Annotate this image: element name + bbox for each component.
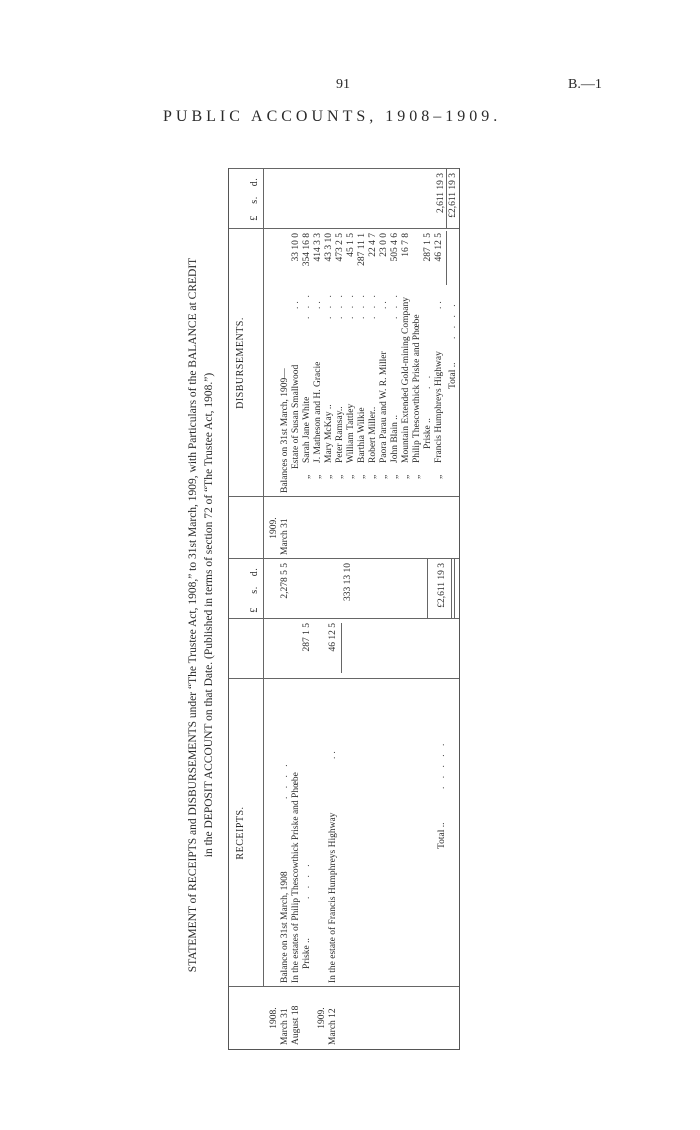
receipt-date: March 31	[280, 1008, 290, 1045]
disb-dots: . . .	[302, 292, 312, 319]
disb-dots: . . .	[368, 292, 378, 319]
disb-name: Barthia Wilkie	[357, 407, 367, 463]
statement-block	[183, 140, 473, 1090]
receipt-year: 1908.	[269, 1007, 279, 1029]
disb-dots: ..	[434, 298, 444, 309]
statement-heading-line-2: in the DEPOSIT ACCOUNT on that Date. (Published in terms of section 72 of “The Trustee Act, 1908.”)	[203, 372, 215, 858]
page-title: PUBLIC ACCOUNTS, 1908–1909.	[163, 108, 502, 125]
receipts-header: RECEIPTS.	[235, 806, 246, 860]
disb-dots: ..	[313, 298, 323, 309]
receipt-dots: . . . .	[302, 861, 312, 899]
page-number: 91	[336, 77, 350, 92]
disb-prefix: „	[357, 474, 367, 479]
disb-dots: ..	[379, 298, 389, 309]
receipt-total: 333 13 10	[343, 563, 353, 601]
disbursements-intro: Balances on 31st March, 1909—	[280, 368, 290, 493]
receipts-total-dots: . . . . .	[437, 740, 447, 789]
disb-prefix: „	[434, 474, 444, 479]
disb-name: Priske ..	[423, 418, 433, 449]
disb-name: Estate of Susan Smallwood	[291, 364, 301, 469]
disbursements-subtotal: 2,611 19 3	[436, 173, 446, 214]
disb-dots: . . .	[324, 292, 334, 319]
disb-name: Mountain Extended Gold-mining Company	[401, 297, 411, 463]
disb-amount: 287 1 5	[423, 233, 433, 262]
disb-prefix: „	[335, 474, 345, 479]
disb-amount: 43 3 10	[324, 233, 334, 262]
disbursements-shilling-header: s.	[249, 196, 260, 204]
receipts-total-value: £2,611 19 3	[437, 563, 447, 608]
disb-amount: 22 4 7	[368, 233, 378, 257]
disb-dots: . . .	[357, 292, 367, 319]
disbursements-pence-header: d.	[249, 177, 260, 187]
disb-prefix: „	[313, 474, 323, 479]
disb-name: Mary McKay ..	[324, 404, 334, 463]
disb-amount: 16 7 8	[401, 233, 411, 257]
disb-prefix: „	[346, 474, 356, 479]
disbursements-header: DISBURSEMENTS.	[235, 317, 246, 409]
disb-amount: 354 16 8	[302, 233, 312, 267]
receipt-dots: . . . .	[280, 761, 290, 799]
disb-name: John Blain ..	[390, 414, 400, 463]
disb-dots: . .	[423, 372, 433, 389]
receipts-total-label: Total ..	[437, 822, 447, 849]
receipt-text: In the estate of Francis Humphreys Highway	[328, 812, 338, 983]
statement-heading-line-1: STATEMENT of RECEIPTS and DISBURSEMENTS under “The Trustee Act, 1908,” to 31st March, 1909, with Particulars of the BALANCE at CREDIT	[187, 257, 199, 973]
disb-name: Francis Humphreys Highway	[434, 351, 444, 463]
disbursements-total-label: Total ..	[448, 362, 458, 389]
receipt-amount: 46 12 5	[328, 623, 338, 652]
disbursement-date: March 31	[280, 518, 290, 555]
disb-amount: 505 4 6	[390, 233, 400, 262]
disbursements-pound-header: £	[249, 215, 260, 221]
disb-prefix: „	[324, 474, 334, 479]
receipt-date: March 12	[328, 1008, 338, 1045]
disb-amount: 23 0 0	[379, 233, 389, 257]
disb-name: William Tattley	[346, 403, 356, 463]
disb-prefix: „	[401, 474, 411, 479]
receipt-text: In the estates of Philip Thescowthick Priske and Phœbe	[291, 772, 301, 983]
receipt-text: Balance on 31st March, 1908	[280, 871, 290, 983]
disb-name: Philip Thescowthick Priske and Phœbe	[412, 314, 422, 463]
disb-name: J. Matheson and H. Gracie	[313, 361, 323, 463]
disb-prefix: „	[379, 474, 389, 479]
disb-amount: 33 10 0	[291, 233, 301, 262]
receipts-shilling-header: s.	[249, 586, 260, 594]
disb-prefix: „	[412, 474, 422, 479]
disb-prefix: „	[390, 474, 400, 479]
receipt-text: Priske ..	[302, 938, 312, 969]
disb-name: Sarah Jane White	[302, 396, 312, 463]
disb-amount: 45 1 5	[346, 233, 356, 257]
disb-amount: 46 12 5	[434, 233, 444, 262]
disb-prefix: „	[302, 474, 312, 479]
disb-amount: 287 11 1	[357, 233, 367, 266]
series-code: B.—1	[568, 77, 602, 92]
disbursement-year: 1909.	[269, 517, 279, 539]
receipts-pence-header: d.	[249, 567, 260, 577]
disbursements-total-value: £2,611 19 3	[448, 173, 458, 218]
disb-dots: ..	[291, 298, 301, 309]
receipt-year: 1909.	[317, 1007, 327, 1029]
disb-dots: . . .	[390, 292, 400, 319]
disb-amount: 473 2 5	[335, 233, 345, 262]
receipts-pound-header: £	[249, 607, 260, 613]
disb-prefix: „	[368, 474, 378, 479]
receipt-total: 2,278 5 5	[280, 563, 290, 599]
disb-dots: . . .	[335, 292, 345, 319]
disb-amount: 414 3 3	[313, 233, 323, 262]
receipt-date: August 18	[291, 1005, 301, 1045]
disb-dots: . . .	[346, 292, 356, 319]
disb-name: Paora Parau and W. R. Miller	[379, 351, 389, 463]
disb-name: Peter Ramsay..	[335, 406, 345, 463]
accounts-table	[228, 168, 460, 1050]
receipt-amount: 287 1 5	[302, 623, 312, 652]
receipt-dots: ..	[328, 748, 338, 759]
disb-name: Robert Miller..	[368, 406, 378, 463]
disbursements-total-dots: . . . .	[448, 301, 458, 339]
